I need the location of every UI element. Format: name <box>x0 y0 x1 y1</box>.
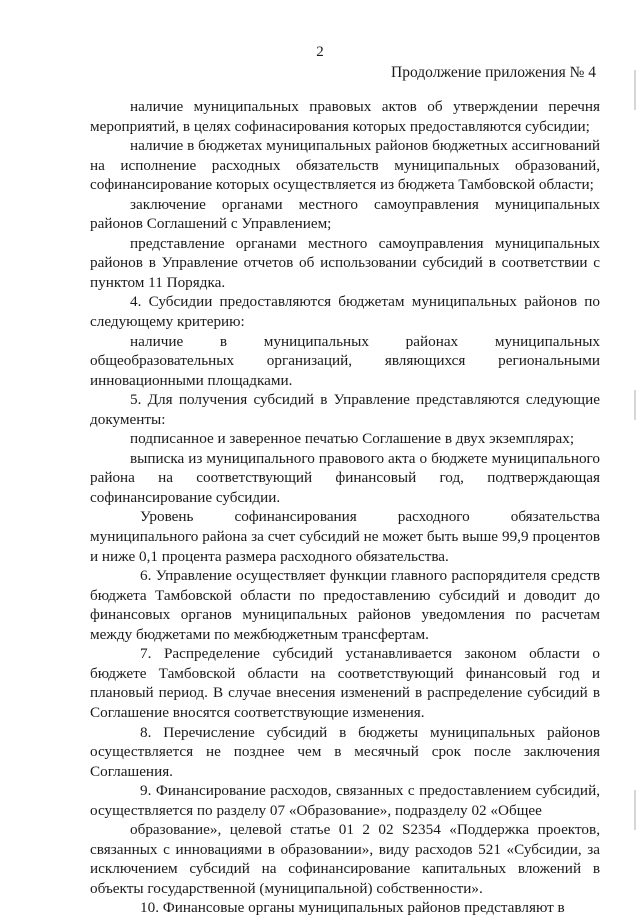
paragraph: 10. Финансовые органы муниципальных районов представляют в <box>140 899 565 917</box>
paragraph: 5. Для получения субсидий в Управление представляются следующие документы: <box>90 391 600 428</box>
paragraph: образование», целевой статье 01 2 02 S2354 «Поддержка проектов, связанных с инновациями в образовании», виду расходов 521 «Субсидии, за исключением субсидий на софинансирование капитальных вложений в объекты государственной (муниципальной) собственности». <box>90 821 600 897</box>
paragraph: наличие муниципальных правовых актов об утверждении перечня мероприятий, в целях софинасирования которых предоставляются субсидии; <box>90 98 600 135</box>
paragraph: Уровень софинансирования расходного обязательства муниципального района за счет субсидий не может быть выше 99,9 процентов и ниже 0,1 процента размера расходного обязательства. <box>90 508 600 565</box>
paragraph: 7. Распределение субсидий устанавливается законом области о бюджете Тамбовской области на соответствующий финансовый год и плановый период. В случае внесения изменений в распределение субсидий в Соглашение вносятся соответствующие изменения. <box>90 645 600 721</box>
paragraph: 4. Субсидии предоставляются бюджетам муниципальных районов по следующему критерию: <box>90 293 600 331</box>
appendix-header: Продолжение приложения № 4 <box>391 64 596 81</box>
paragraph: заключение органами местного самоуправления муниципальных районов Соглашений с Управлением; <box>90 195 600 233</box>
scan-edge-mark <box>634 70 636 110</box>
paragraph: 8. Перечисление субсидий в бюджеты муниципальных районов осуществляется не позднее чем в месячный срок после заключения Соглашения. <box>90 723 600 780</box>
paragraph: представление органами местного самоуправления муниципальных районов в Управление отчетов об использовании субсидий в соответствии с пунктом 11 Порядка. <box>90 234 600 291</box>
paragraph: подписанное и заверенное печатью Соглашение в двух экземплярах; <box>130 430 575 448</box>
scan-edge-mark <box>634 390 636 420</box>
document-body <box>90 97 600 918</box>
paragraph: выписка из муниципального правового акта о бюджете муниципального района на соответствующий финансовый год, подтверждающая софинансирование субсидии. <box>90 449 600 506</box>
paragraph: 9. Финансирование расходов, связанных с предоставлением субсидий, осуществляется по разделу 07 «Образование», подразделу 02 «Общее <box>90 782 600 819</box>
scan-edge-mark <box>634 790 636 830</box>
paragraph: наличие в муниципальных районах муниципальных общеобразовательных организаций, являющихся региональными инновационными площадками. <box>90 332 600 389</box>
paragraph: наличие в бюджетах муниципальных районов бюджетных ассигнований на исполнение расходных обязательств муниципальных образований, софинансирование которых осуществляется из бюджета Тамбовской области; <box>90 137 600 194</box>
paragraph: 6. Управление осуществляет функции главного распорядителя средств бюджета Тамбовской области по предоставлению субсидий и доводит до финансовых органов муниципальных районов уведомления по расчетам между бюджетами по межбюджетным трансфертам. <box>90 567 600 643</box>
page-number: 2 <box>316 44 324 60</box>
